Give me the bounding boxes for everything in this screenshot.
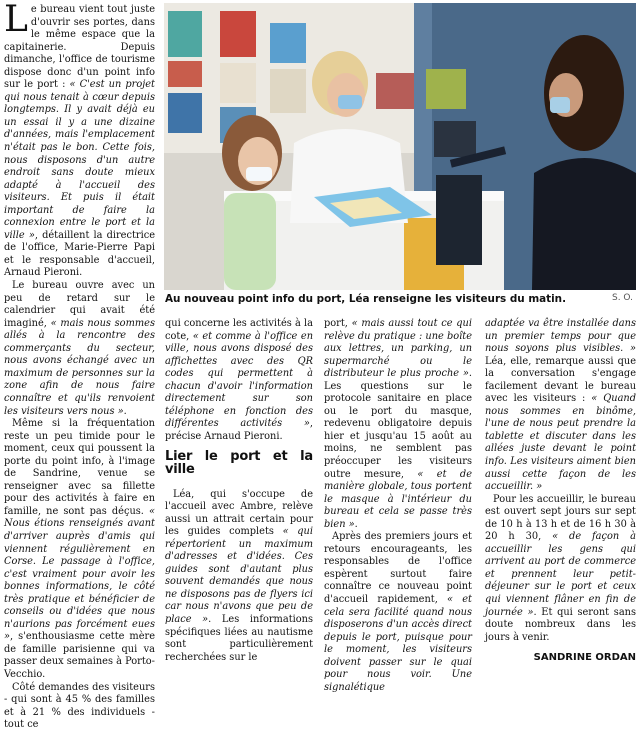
photo-credit: S. O. [611,293,633,303]
article-subheading: Lier le port et la ville [165,449,313,478]
paragraph: port, « mais aussi tout ce qui relève du pratique : une boîte aux lettres, un parking, un supermarché ou le distributeur le plus proche ». Les questions sur le protocole sanitaire en place ou le port du masque, redevenu obligatoire depuis hier et jusqu'au 15 août au moins, ne semblent pas préoccuper les visiteurs outre mesure, « et de manière globale, tous portent le masque à l'intérieur du bureau et cela se passe très bien ». [324,318,472,530]
byline: SANDRINE ORDAN [533,652,636,664]
paragraph: Après des premiers jours et retours encourageants, les responsables de l'office espèrent surtout faire connaître ce nouveau point d'accueil rapidement, « et cela sera facilité quand nous disposerons d'un accès direct depuis le port, puisque pour le moment, les visiteurs doivent passer sur le quai pour nous voir. Une signalétique [324,531,472,693]
article-column-4 [485,318,636,665]
article-photo [164,3,636,290]
paragraph: Même si la fréquentation reste un peu timide pour le moment, ceux qui poussent la porte du point info, à l'image de Sandrine, venue se renseigner avec sa fillette pour des activités à faire en famille, ne sont pas déçus. « Nous étions renseignés avant d'arriver auprès d'amis qui viennent régulièrement en Corse. Le passage à l'office, c'est vraiment pour avoir les bonnes informations, le côté très pratique et bénéficier de conseils ou d'idées que nous n'aurions pas forcément eues », s'enthousiasme cette mère de famille parisienne qui va passer deux semaines à Porto-Vecchio. [4,418,155,680]
drop-cap: L [4,0,28,40]
paragraph: Le bureau ouvre avec un peu de retard sur le calendrier qui avait été imaginé, « mais nous sommes allés à la rencontre des commerçants du secteur, nous avons échangé avec un maximum de personnes sur la zone afin de nous faire connaître et qu'ils renvoient les visiteurs vers nous ». [4,280,155,417]
article-column-1 [4,0,156,732]
paragraph: Côté demandes des visiteurs - qui sont à 45 % des familles et à 21 % des individuels - tout ce [4,681,155,731]
paragraph: qui concerne les activités à la cote, « et comme à l'office en ville, nous avons disposé des affichettes avec des QR codes qui permettent à chacun d'avoir l'information directement sur son téléphone en fonction des différentes activités », précise Arnaud Pieroni. [165,318,313,442]
paragraph: Pour les accueillir, le bureau est ouvert sept jours sur sept de 10 h à 13 h et de 16 h 30 à 20 h 30, « de façon à accueillir les gens qui arrivent au port de commerce et prennent leur petit-déjeuner sur le port et ceux qui viennent flâner en fin de journée ». Et qui seront sans doute nombreux dans les jours à venir. [485,493,636,643]
paragraph: adaptée va être installée dans un premier temps pour que nous soyons plus visibles. » Léa, elle, remarque aussi que la conversation s'engage facilement devant le bureau avec les visiteurs : « Quand nous sommes en binôme, l'une de nous peut prendre la tablette et discuter dans les allées juste devant le point info. Les visiteurs aiment bien aussi cette façon de les accueillir. » [485,318,636,493]
paragraph: Léa, qui s'occupe de l'accueil avec Ambre, relève aussi un attrait certain pour les guides complets « qui répertorient un maximum d'adresses et d'idées. Ces guides sont d'autant plus souvent demandés que nous ne disposons pas de flyers ici car nous n'avons que peu de place ». Les informations spécifiques liées au nautisme sont particulièrement recherchées sur le [165,488,313,663]
intro-paragraph: Le bureau vient tout juste d'ouvrir ses portes, dans le même espace que la capitainerie. Depuis dimanche, l'office de tourisme dispose donc d'un point info sur le port : « C'est un projet qui nous tenait à cœur depuis longtemps. Il y avait déjà eu un essai il y a une dizaine d'années, mais l'emplacement n'était pas le bon. Cette fois, nous disposons d'un autre endroit sans doute mieux adapté à l'accueil des visiteurs. Et puis il était important de faire la connexion entre le port et la ville », détaillent la directrice de l'office, Marie-Pierre Papi et le responsable d'accueil, Arnaud Pieroni. [4,0,156,279]
article-column-2 [165,318,313,664]
photo-caption: Au nouveau point info du port, Léa renseigne les visiteurs du matin. S. O. [165,293,633,305]
article-column-3 [324,318,472,694]
